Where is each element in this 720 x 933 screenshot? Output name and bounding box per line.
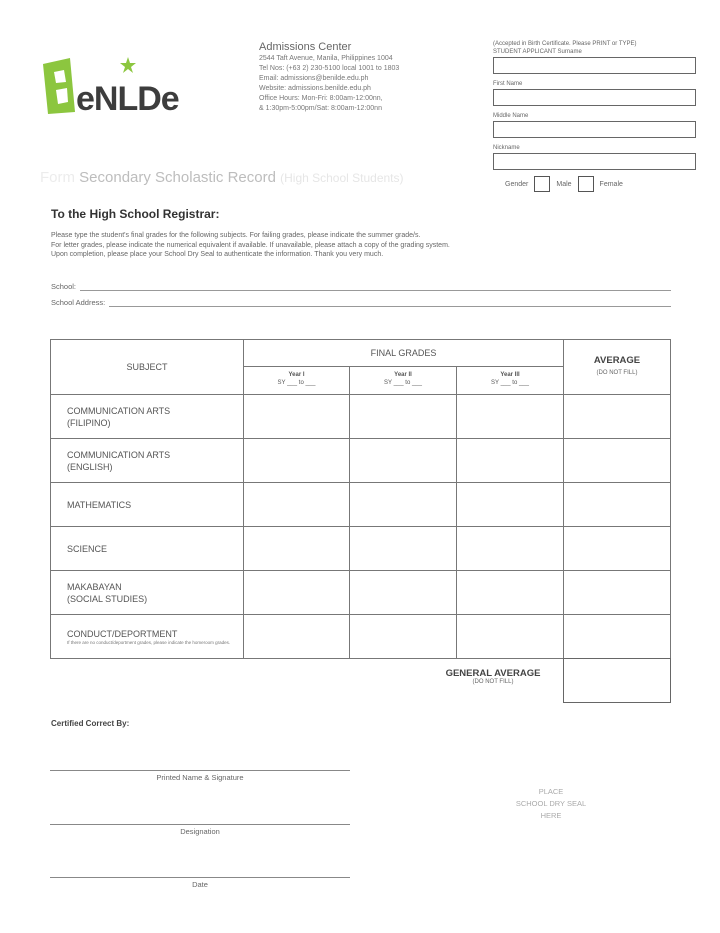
male-label: Male [556,180,572,188]
grade-cell[interactable] [244,439,350,483]
school-field[interactable] [51,282,671,291]
year-3-sy: SY ___ to ___ [491,380,529,386]
first-name-field[interactable] [493,89,696,106]
seal-line: HERE [540,811,562,820]
school-label: School: [51,282,77,291]
grade-cell[interactable] [244,527,350,571]
date-label: Date [192,880,208,889]
grade-cell[interactable] [457,395,564,439]
first-name-label: First Name [493,81,523,87]
school-address-line [109,299,671,307]
year-3-label: Year III [500,372,520,378]
average-cell [564,395,671,439]
grade-cell[interactable] [457,483,564,527]
grade-cell[interactable] [457,615,564,659]
year-2-label: Year II [394,372,412,378]
section-title-text: Secondary Scholastic Record [79,169,276,186]
subject-subname: (FILIPINO) [67,417,111,428]
grade-cell[interactable] [244,483,350,527]
average-cell [564,527,671,571]
general-average-note: (DO NOT FILL) [472,679,514,685]
grade-cell[interactable] [457,439,564,483]
instruction-line: Please type the student's final grades for the following subjects. For failing grades, please indicate the summer grade/s. [51,232,421,239]
school-address-label: School Address: [51,298,106,307]
nickname-field[interactable] [493,153,696,170]
registrar-heading: To the High School Registrar: [51,207,220,221]
average-cell [564,483,671,527]
grade-cell[interactable] [350,615,457,659]
address-line: Office Hours: Mon-Fri: 8:00am-12:00nn, [259,95,383,102]
grade-cell[interactable] [244,395,350,439]
subject-name: CONDUCT/DEPORTMENT [67,629,178,639]
address-line: 2544 Taft Avenue, Manila, Philippines 1004 [259,55,393,62]
address-line: Email: admissions@benilde.edu.ph [259,75,369,82]
grade-cell[interactable] [350,439,457,483]
instruction-line: For letter grades, please indicate the numerical equivalent if available. If unavailable, please attach a copy of the grading system. [51,241,450,249]
gender-label: Gender [505,180,529,188]
table-row [51,571,671,615]
middle-name-field[interactable] [493,121,696,138]
section-suffix: (High School Students) [280,171,404,185]
general-average-box [563,658,671,703]
general-average-text: GENERAL AVERAGE [445,668,541,679]
subject-subname: (ENGLISH) [67,461,113,472]
surname-label: STUDENT APPLICANT Surname [493,49,582,55]
table-row [51,483,671,527]
year-2-header [350,367,457,395]
subject-header: SUBJECT [51,340,244,395]
seal-line: PLACE [538,787,564,796]
school-line [80,283,671,291]
table-row [51,395,671,439]
average-cell [564,571,671,615]
subject-cell [51,615,244,659]
address-line: Tel Nos: (+63 2) 230-5100 local 1001 to 1803 [259,65,400,72]
applicant-note: (Accepted in Birth Certificate. Please PRINT or TYPE) [493,41,637,47]
address-block [259,41,489,114]
subject-cell [51,527,244,571]
average-note: (DO NOT FILL) [596,370,638,376]
grade-cell[interactable] [350,395,457,439]
designation-line[interactable] [50,824,350,825]
nickname-label: Nickname [493,145,520,151]
grade-cell[interactable] [244,571,350,615]
section-prefix: Form [40,169,75,186]
year-1-header [244,367,350,395]
subject-name: COMMUNICATION ARTS [67,405,171,416]
gender-selector [505,176,623,192]
seal-line: SCHOOL DRY SEAL [515,799,587,808]
general-average-label [426,668,560,685]
address-line: Website: admissions.benilde.edu.ph [259,85,371,92]
grade-cell[interactable] [350,527,457,571]
designation-label: Designation [180,827,220,836]
printed-name-label: Printed Name & Signature [156,773,244,782]
grade-cell[interactable] [457,527,564,571]
table-row [51,615,671,659]
grades-table [50,339,671,659]
grade-cell[interactable] [350,483,457,527]
subject-cell [51,483,244,527]
dry-seal-placeholder [490,786,612,822]
address-title: Admissions Center [259,41,352,53]
printed-name-line[interactable] [50,770,350,771]
subject-name: COMMUNICATION ARTS [67,449,171,460]
date-line[interactable] [50,877,350,878]
address-line: & 1:30pm-5:00pm/Sat: 8:00am-12:00nn [259,105,382,112]
subject-cell [51,395,244,439]
average-header [564,340,671,395]
section-title [40,169,404,186]
year-1-label: Year I [288,372,305,378]
female-checkbox[interactable] [578,176,594,192]
school-address-field[interactable] [51,298,671,307]
year-2-sy: SY ___ to ___ [384,380,422,386]
grade-cell[interactable] [457,571,564,615]
table-row [51,439,671,483]
average-cell [564,615,671,659]
certified-label: Certified Correct By: [51,719,130,728]
year-3-header [457,367,564,395]
female-label: Female [599,180,623,188]
grade-cell[interactable] [350,571,457,615]
subject-cell [51,439,244,483]
subject-note: If there are no conduct/deportment grades, please indicate the homeroom grades. [67,640,231,645]
subject-name: MAKABAYAN [67,581,122,592]
applicant-fields [493,40,696,176]
subject-name: SCIENCE [67,543,108,554]
subject-subname: (SOCIAL STUDIES) [67,593,148,604]
male-checkbox[interactable] [534,176,550,192]
final-grades-header: FINAL GRADES [244,340,564,367]
grade-cell[interactable] [244,615,350,659]
table-row [51,527,671,571]
average-cell [564,439,671,483]
subject-cell [51,571,244,615]
surname-field[interactable] [493,57,696,74]
svg-text:eNLDe: eNLDe [76,80,179,118]
instruction-line: Upon completion, please place your School Dry Seal to authenticate the information. Thank you very much. [51,251,384,258]
middle-name-label: Middle Name [493,113,529,119]
benilde-logo [40,52,210,122]
average-label: AVERAGE [593,355,641,366]
instructions [51,231,673,260]
year-1-sy: SY ___ to ___ [277,380,316,386]
subject-name: MATHEMATICS [67,499,132,510]
